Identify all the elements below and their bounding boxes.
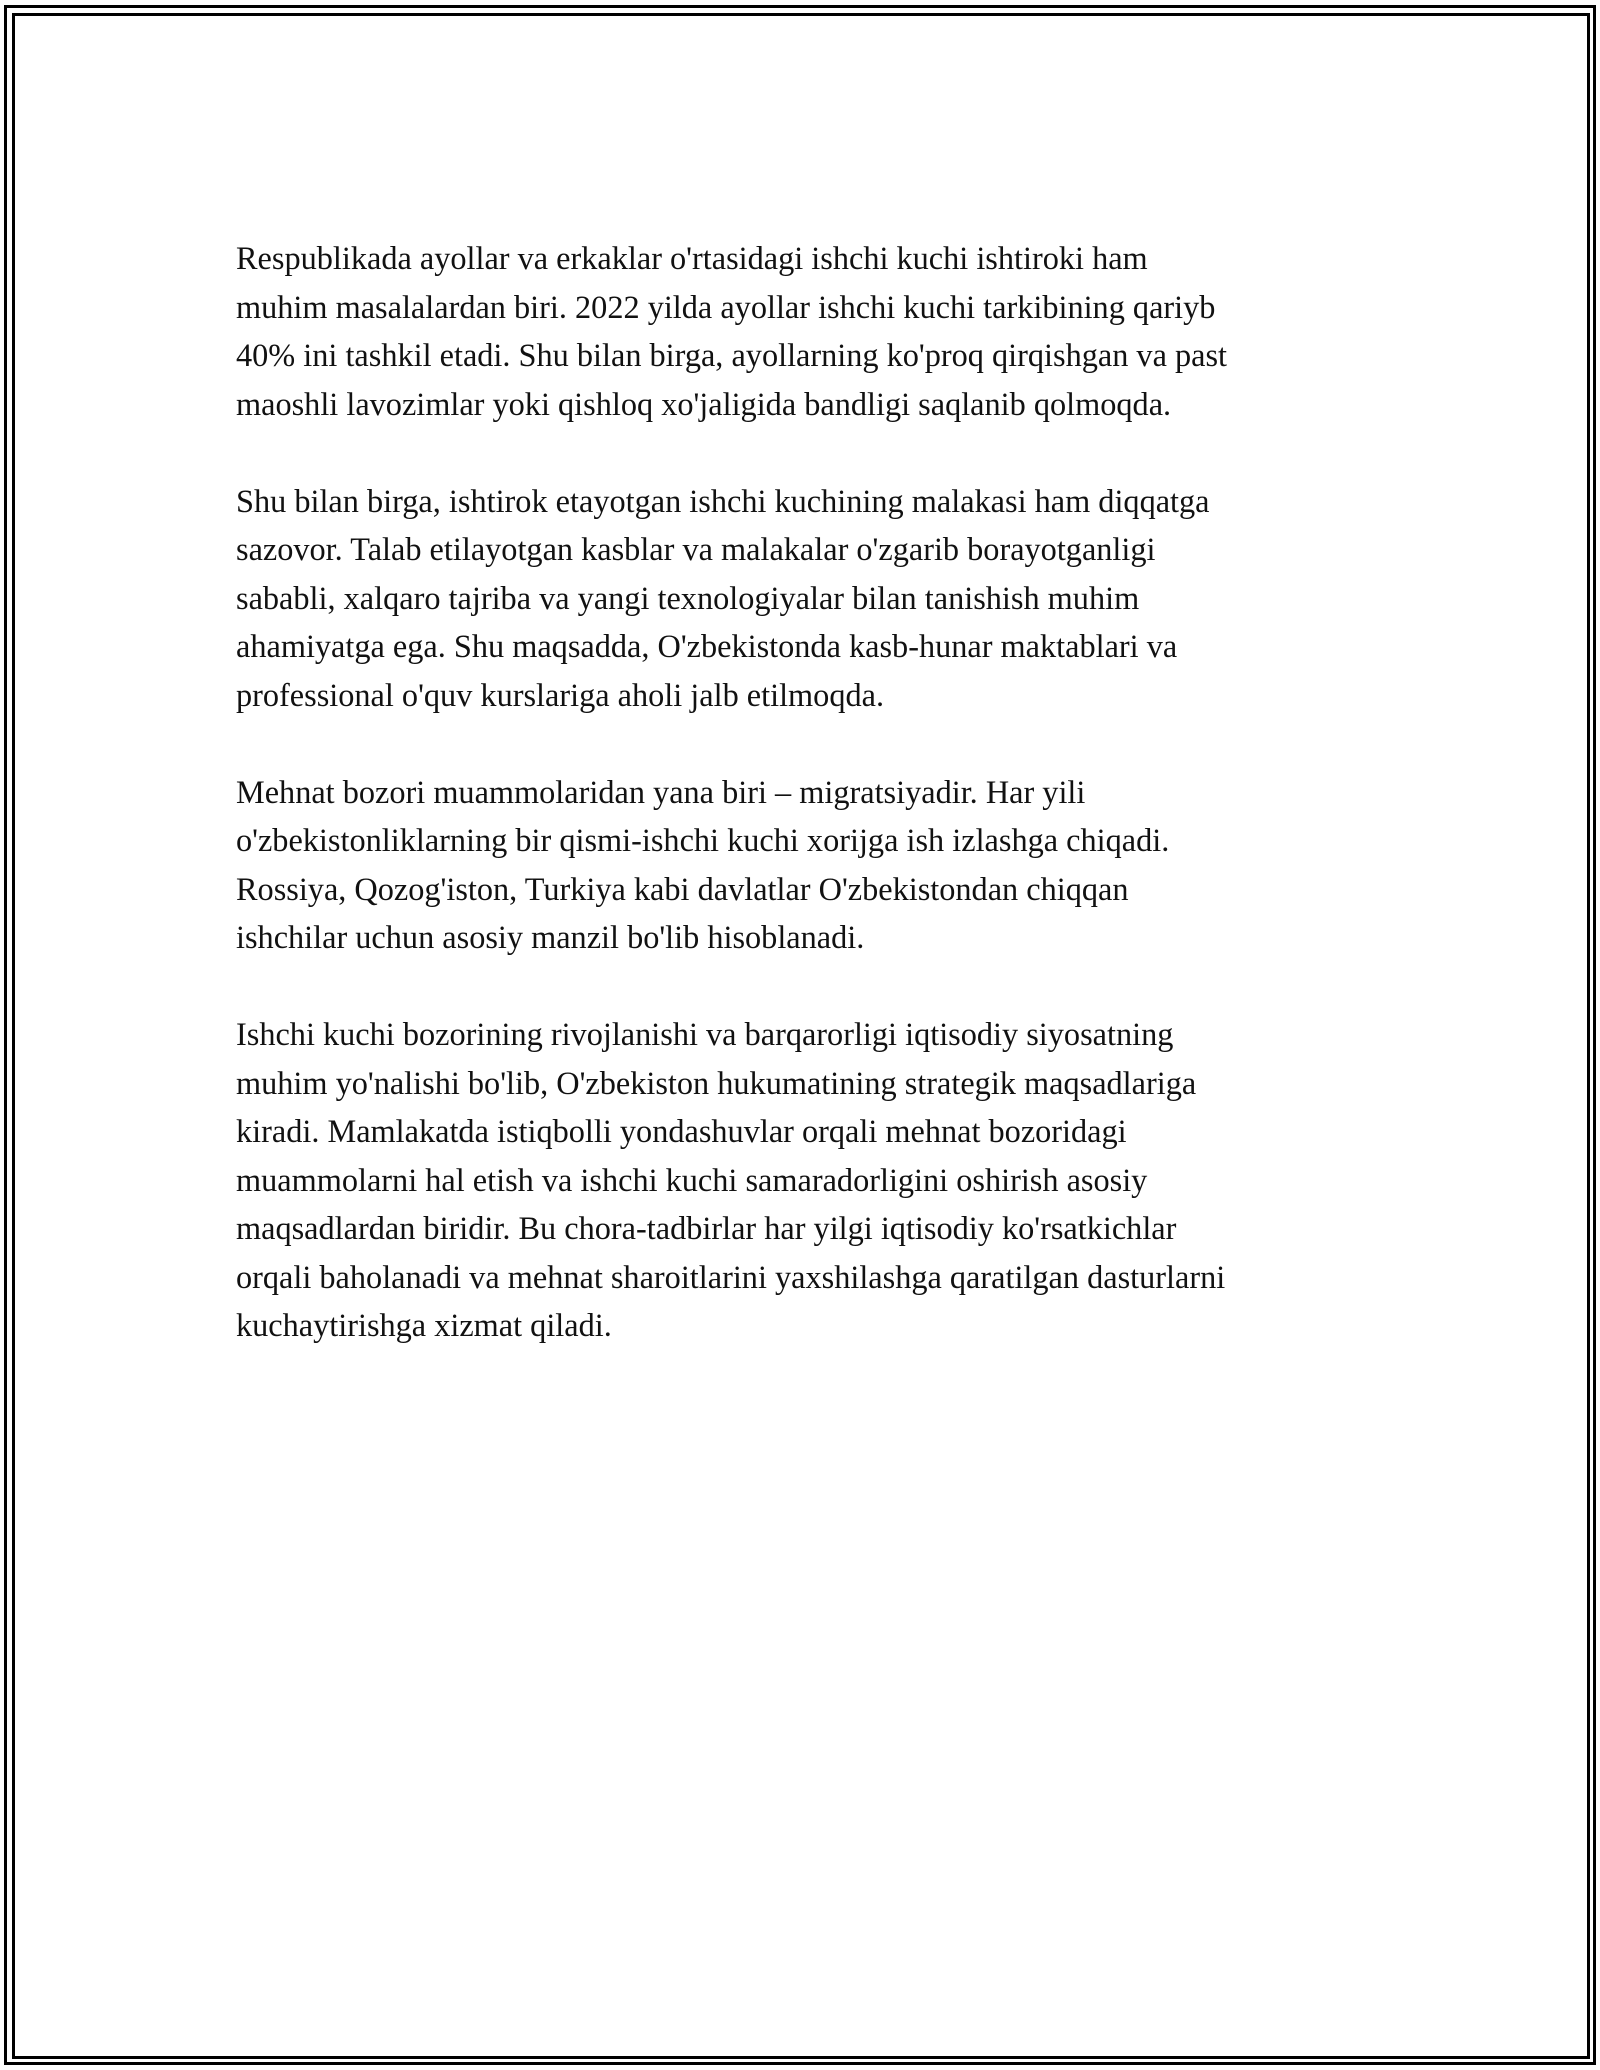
text-line: muhim yo'nalishi bo'lib, O'zbekiston hukumatining strategik maqsadlariga (236, 1064, 1197, 1101)
text-line: orqali baholanadi va mehnat sharoitlarini yaxshilashga qaratilgan dasturlarni (236, 1258, 1226, 1295)
text-line: kiradi. Mamlakatda istiqbolli yondashuvlar orqali mehnat bozoridagi (236, 1113, 1127, 1149)
text-line: Rossiya, Qozog'iston, Turkiya kabi davlatlar O'zbekistondan chiqqan (236, 870, 1129, 907)
text-line: sazovor. Talab etilayotgan kasblar va malakalar o'zgarib borayotganligi (236, 531, 1156, 567)
paragraph-4 (236, 1010, 1366, 1350)
text-line: sababli, xalqaro tajriba va yangi texnologiyalar bilan tanishish muhim (236, 579, 1140, 616)
text-line: Shu bilan birga, ishtirok etayotgan ishchi kuchining malakasi ham diqqatga (236, 482, 1210, 519)
text-line: maoshli lavozimlar yoki qishloq xo'jaligida bandligi saqlanib qolmoqda. (236, 385, 1172, 422)
text-line: muhim masalalardan biri. 2022 yilda ayollar ishchi kuchi tarkibining qariyb (236, 288, 1216, 325)
text-line: professional o'quv kurslariga aholi jalb etilmoqda. (236, 676, 885, 713)
text-line: 40% ini tashkil etadi. Shu bilan birga, ayollarning ko'proq qirqishgan va past (236, 337, 1228, 373)
text-line: muammolarni hal etish va ishchi kuchi samaradorligini oshirish asosiy (236, 1161, 1148, 1198)
paragraph-1 (236, 234, 1366, 428)
text-line: kuchaytirishga xizmat qiladi. (236, 1307, 612, 1343)
text-line: ahamiyatga ega. Shu maqsadda, O'zbekistonda kasb-hunar maktablari va (236, 628, 1178, 664)
text-line: Mehnat bozori muammolaridan yana biri – migratsiyadir. Har yili (236, 773, 1086, 810)
text-line: Ishchi kuchi bozorining rivojlanishi va barqarorligi iqtisodiy siyosatning (236, 1016, 1174, 1052)
paragraph-3 (236, 768, 1366, 962)
text-line: Respublikada ayollar va erkaklar o'rtasidagi ishchi kuchi ishtiroki ham (236, 240, 1148, 276)
text-line: ishchilar uchun asosiy manzil bo'lib hisoblanadi. (236, 919, 865, 955)
text-line: o'zbekistonliklarning bir qismi-ishchi kuchi xorijga ish izlashga chiqadi. (236, 822, 1170, 858)
paragraph-2 (236, 477, 1366, 720)
text-line: maqsadlardan biridir. Bu chora-tadbirlar har yilgi iqtisodiy ko'rsatkichlar (236, 1210, 1177, 1246)
document-body (236, 234, 1366, 1398)
